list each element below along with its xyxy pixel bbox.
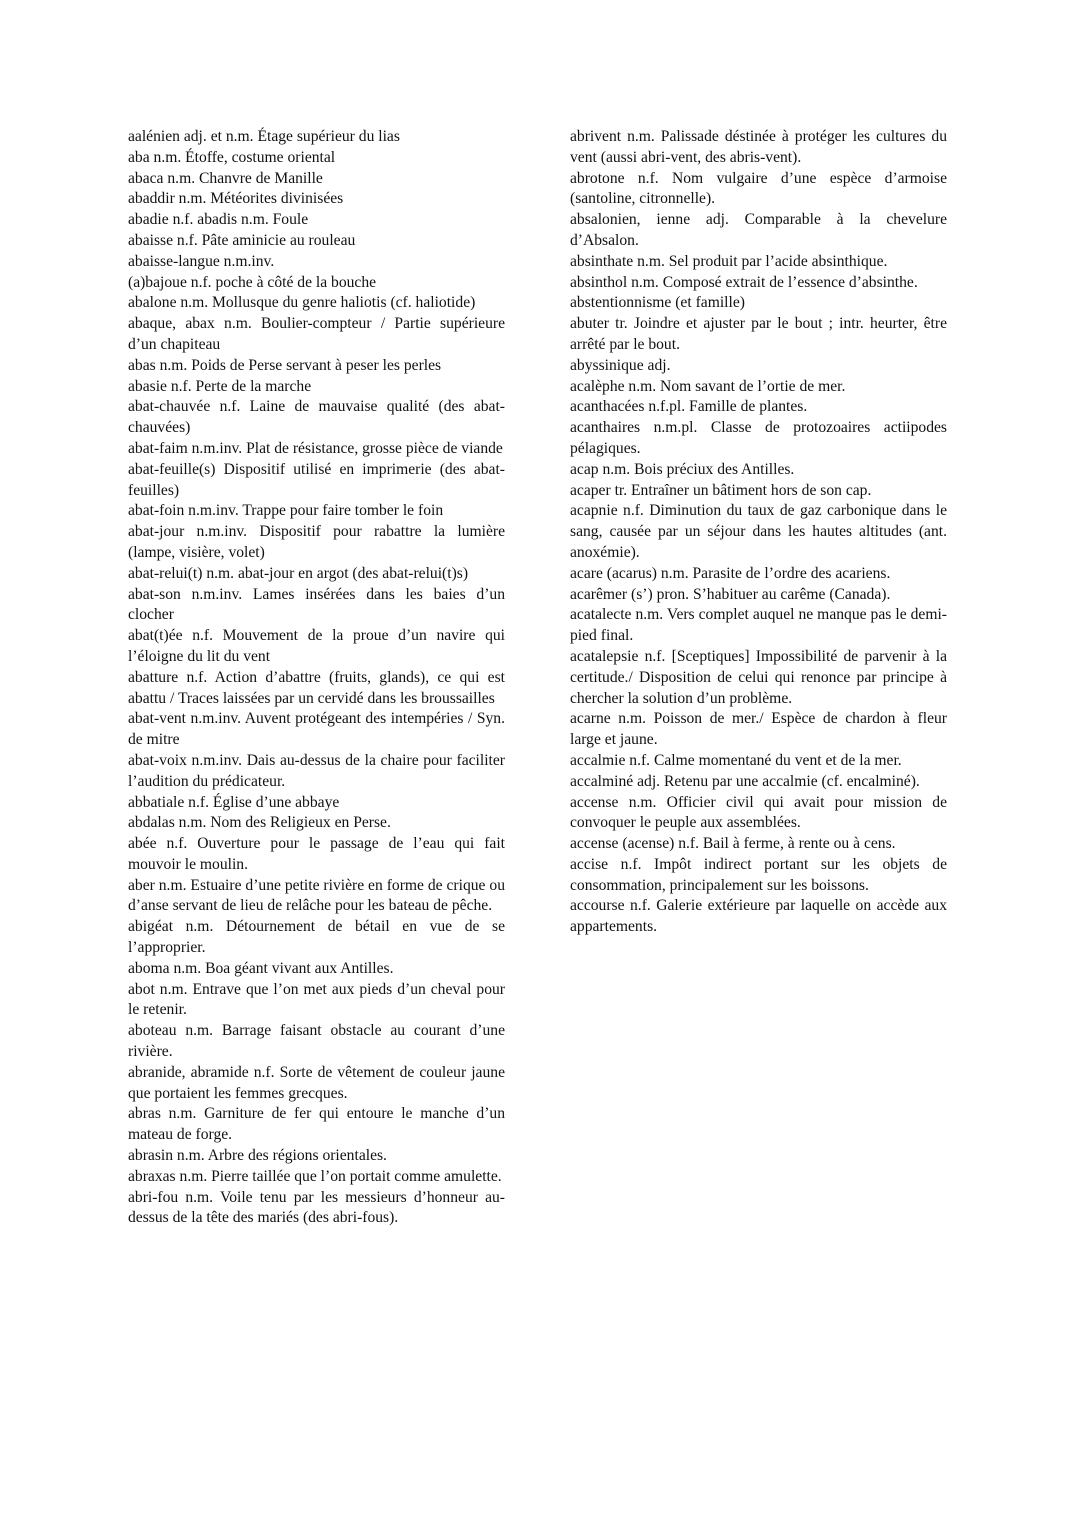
dictionary-entry: aber n.m. Estuaire d’une petite rivière en forme de crique ou d’anse servant de lieu de relâche pour les bateau de pêche. bbox=[128, 876, 505, 915]
dictionary-entry: (a)bajoue n.f. poche à côté de la bouche bbox=[128, 273, 377, 291]
dictionary-entry: abaisse n.f. Pâte aminicie au rouleau bbox=[128, 231, 356, 249]
dictionary-entry: absalonien, ienne adj. Comparable à la chevelure d’Absalon. bbox=[570, 211, 947, 249]
dictionary-entry: abstentionnisme (et famille) bbox=[570, 294, 745, 312]
dictionary-entry: abraxas n.m. Pierre taillée que l’on portait comme amulette. bbox=[128, 1167, 502, 1185]
dictionary-entry: abée n.f. Ouverture pour le passage de l’eau qui fait mouvoir le moulin. bbox=[128, 835, 505, 873]
dictionary-entry: acap n.m. Bois préciux des Antilles. bbox=[570, 460, 795, 478]
dictionary-entry: abasie n.f. Perte de la marche bbox=[128, 377, 312, 395]
dictionary-entry: accalmie n.f. Calme momentané du vent et de la mer. bbox=[570, 751, 902, 769]
dictionary-entry: abyssinique adj. bbox=[570, 356, 671, 374]
dictionary-entry: abat-son n.m.inv. Lames insérées dans les baies d’un clocher bbox=[128, 585, 505, 624]
left-column bbox=[128, 127, 505, 1229]
dictionary-entry: abat-faim n.m.inv. Plat de résistance, grosse pièce de viande bbox=[128, 439, 503, 457]
dictionary-entry: accourse n.f. Galerie extérieure par laquelle on accède aux appartements. bbox=[570, 897, 947, 936]
dictionary-entry: abat-voix n.m.inv. Dais au-dessus de la chaire pour faciliter l’audition du prédicateur. bbox=[128, 751, 505, 790]
dictionary-entry: abat-relui(t) n.m. abat-jour en argot (des abat-relui(t)s) bbox=[128, 564, 469, 582]
dictionary-entry: acarêmer (s’) pron. S’habituer au carême (Canada). bbox=[570, 585, 891, 603]
dictionary-entry: abas n.m. Poids de Perse servant à peser les perles bbox=[128, 356, 442, 374]
dictionary-entry: abaisse-langue n.m.inv. bbox=[128, 252, 275, 270]
dictionary-entry: aba n.m. Étoffe, costume oriental bbox=[128, 148, 336, 166]
dictionary-entry: abras n.m. Garniture de fer qui entoure le manche d’un mateau de forge. bbox=[128, 1105, 505, 1144]
dictionary-entry: abaca n.m. Chanvre de Manille bbox=[128, 169, 323, 187]
dictionary-entry: abuter tr. Joindre et ajuster par le bout ; intr. heurter, être arrêté par le bout. bbox=[570, 315, 947, 353]
dictionary-entry: abat-jour n.m.inv. Dispositif pour rabattre la lumière (lampe, visière, volet) bbox=[128, 523, 505, 561]
dictionary-entry: acarne n.m. Poisson de mer./ Espèce de chardon à fleur large et jaune. bbox=[570, 710, 947, 749]
right-column bbox=[570, 127, 947, 938]
dictionary-entry: acaper tr. Entraîner un bâtiment hors de son cap. bbox=[570, 481, 872, 499]
dictionary-entry: accense n.m. Officier civil qui avait pour mission de convoquer le peuple aux assemblées. bbox=[570, 793, 947, 832]
dictionary-entry: accense (acense) n.f. Bail à ferme, à rente ou à cens. bbox=[570, 835, 896, 853]
dictionary-entry: abat-vent n.m.inv. Auvent protégeant des intempéries / Syn. de mitre bbox=[128, 710, 505, 749]
dictionary-entry: absinthate n.m. Sel produit par l’acide absinthique. bbox=[570, 252, 888, 270]
dictionary-entry: abatture n.f. Action d’abattre (fruits, glands), ce qui est abattu / Traces laissées par un cervidé dans les broussailles bbox=[128, 668, 505, 707]
dictionary-entry: absinthol n.m. Composé extrait de l’essence d’absinthe. bbox=[570, 273, 918, 291]
dictionary-entry: acapnie n.f. Diminution du taux de gaz carbonique dans le sang, causée par un séjour dans les hautes altitudes (ant. anoxémie). bbox=[570, 502, 947, 561]
dictionary-entry: abigéat n.m. Détournement de bétail en vue de se l’approprier. bbox=[128, 918, 505, 957]
dictionary-entry: acatalecte n.m. Vers complet auquel ne manque pas le demi-pied final. bbox=[570, 606, 947, 645]
dictionary-entry: abdalas n.m. Nom des Religieux en Perse. bbox=[128, 814, 391, 832]
dictionary-entry: abat(t)ée n.f. Mouvement de la proue d’un navire qui l’éloigne du lit du vent bbox=[128, 627, 505, 665]
dictionary-entry: abbatiale n.f. Église d’une abbaye bbox=[128, 793, 340, 811]
dictionary-entry: aboma n.m. Boa géant vivant aux Antilles. bbox=[128, 959, 394, 977]
dictionary-entry: abaque, abax n.m. Boulier-compteur / Partie supérieure d’un chapiteau bbox=[128, 315, 505, 353]
dictionary-entry: abranide, abramide n.f. Sorte de vêtement de couleur jaune que portaient les femmes grecques. bbox=[128, 1063, 505, 1102]
dictionary-entry: abalone n.m. Mollusque du genre haliotis (cf. haliotide) bbox=[128, 294, 476, 312]
dictionary-entry: abat-chauvée n.f. Laine de mauvaise qualité (des abat-chauvées) bbox=[128, 398, 505, 437]
dictionary-entry: abadie n.f. abadis n.m. Foule bbox=[128, 211, 309, 229]
dictionary-entry: abat-feuille(s) Dispositif utilisé en imprimerie (des abat-feuilles) bbox=[128, 460, 505, 499]
dictionary-entry: abot n.m. Entrave que l’on met aux pieds d’un cheval pour le retenir. bbox=[128, 980, 505, 1019]
dictionary-entry: abaddir n.m. Météorites divinisées bbox=[128, 190, 344, 208]
dictionary-entry: accalminé adj. Retenu par une accalmie (cf. encalminé). bbox=[570, 772, 920, 790]
dictionary-entry: acanthacées n.f.pl. Famille de plantes. bbox=[570, 398, 808, 416]
dictionary-entry: aalénien adj. et n.m. Étage supérieur du lias bbox=[128, 128, 400, 145]
dictionary-entry: abri-fou n.m. Voile tenu par les messieurs d’honneur au-dessus de la tête des mariés (des abri-fous). bbox=[128, 1188, 505, 1227]
dictionary-entry: acalèphe n.m. Nom savant de l’ortie de mer. bbox=[570, 377, 846, 395]
dictionary-entry: acatalepsie n.f. [Sceptiques] Impossibilité de parvenir à la certitude./ Disposition de celui qui renonce par principe à chercher la solution d’un problème. bbox=[570, 647, 947, 707]
dictionary-entry: abrivent n.m. Palissade déstinée à protéger les cultures du vent (aussi abri-vent, des abris-vent). bbox=[570, 128, 947, 166]
dictionary-entry: abrotone n.f. Nom vulgaire d’une espèce d’armoise (santoline, citronnelle). bbox=[570, 169, 947, 208]
dictionary-entry: aboteau n.m. Barrage faisant obstacle au courant d’une rivière. bbox=[128, 1022, 505, 1061]
dictionary-entry: abrasin n.m. Arbre des régions orientales. bbox=[128, 1147, 387, 1165]
dictionary-entry: accise n.f. Impôt indirect portant sur les objets de consommation, principalement sur les boissons. bbox=[570, 855, 947, 894]
dictionary-entry: abat-foin n.m.inv. Trappe pour faire tomber le foin bbox=[128, 502, 444, 520]
dictionary-entry: acare (acarus) n.m. Parasite de l’ordre des acariens. bbox=[570, 564, 891, 582]
dictionary-entry: acanthaires n.m.pl. Classe de protozoaires actiipodes pélagiques. bbox=[570, 419, 947, 457]
